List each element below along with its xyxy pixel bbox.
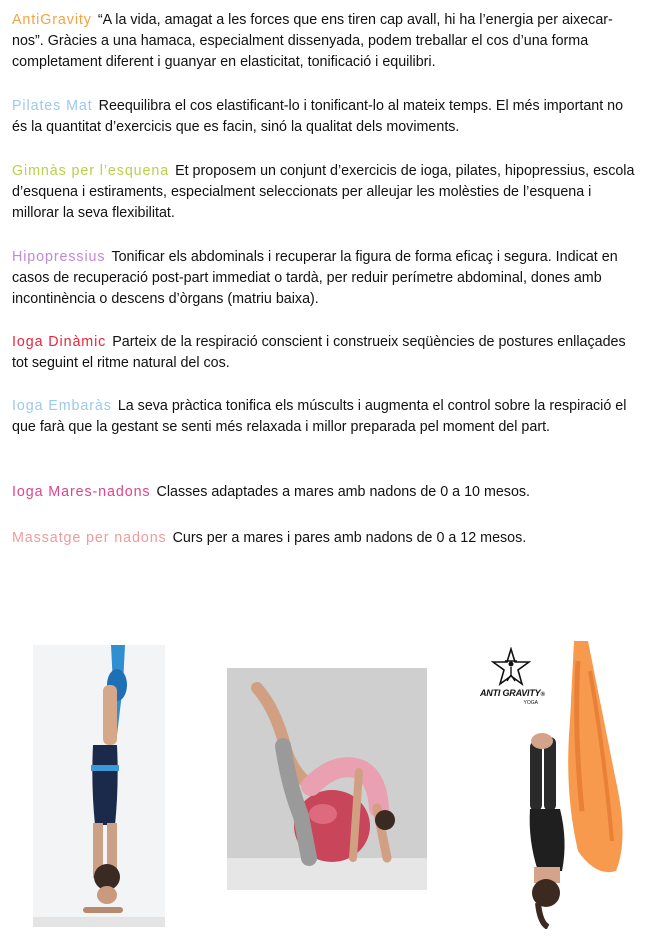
photo-pilates-ball-backbend <box>227 668 427 890</box>
section-title: AntiGravity <box>12 12 92 28</box>
section-title: Massatge per nadons <box>12 530 167 546</box>
logo-registered: ® <box>540 692 545 698</box>
section-massatge-nadons <box>12 528 640 549</box>
section-gimnas-esquena <box>12 161 640 224</box>
section-antigravity <box>12 10 640 73</box>
section-text: Curs per a mares i pares amb nadons de 0 a 12 mesos. <box>172 530 527 546</box>
section-hipopressius <box>12 247 640 310</box>
section-text: “A la vida, amagat a les forces que ens tiren cap avall, hi ha l’energia per aixecar-nos”. Gràcies a una hamaca, especialment dissenyada, podem treballar el cos d’una forma completament diferent i guanyar en elasticitat, tonificació i equilibri. <box>12 12 613 70</box>
photo-antigravity-yoga <box>478 641 640 929</box>
section-text: Reequilibra el cos elastificant-lo i tonificant-lo al mateix temps. El més important no és la quantitat d’exercicis que es facin, sinó la qualitat dels moviments. <box>12 98 624 135</box>
section-ioga-embaras <box>12 396 640 438</box>
section-text: Et proposem un conjunt d’exercicis de ioga, pilates, hipopressius, escola d’esquena i estiraments, especialment seleccionats per alleujar les molèsties de l’esquena i millorar la seva flexibilitat. <box>12 163 635 221</box>
section-text: Parteix de la respiració conscient i construeix seqüències de postures enllaçades tot seguint el ritme natural del cos. <box>12 334 626 371</box>
section-title: Ioga Embaràs <box>12 398 112 414</box>
section-title: Hipopressius <box>12 249 106 265</box>
section-text: Classes adaptades a mares amb nadons de 0 a 10 mesos. <box>156 484 531 500</box>
photo-antigravity-handstand <box>33 645 165 927</box>
section-text: La seva pràctica tonifica els múscults i augmenta el control sobre la respiració el que farà que la gestant se senti més relaxada i millor preparada pel moment del part. <box>12 398 627 435</box>
section-title: Ioga Dinàmic <box>12 334 107 350</box>
section-title: Pilates Mat <box>12 98 93 114</box>
section-title: Gimnàs per l’esquena <box>12 163 170 179</box>
section-title: Ioga Mares-nadons <box>12 484 151 500</box>
logo-brand: ANTI GRAVITY <box>480 688 541 698</box>
section-ioga-dinamic <box>12 332 640 374</box>
section-text: Tonificar els abdominals i recuperar la figura de forma eficaç i segura. Indicat en casos de recuperació post-part immediat o tardà, per reduir perímetre abdominal, dones amb incontinència o descens d’òrgans (matriu baixa). <box>12 249 618 307</box>
section-pilates-mat <box>12 96 640 138</box>
logo-sub: YOGA <box>523 700 538 706</box>
star-figure-icon <box>491 647 531 687</box>
antigravity-logo <box>480 647 545 706</box>
section-ioga-mares-nadons <box>12 482 640 503</box>
